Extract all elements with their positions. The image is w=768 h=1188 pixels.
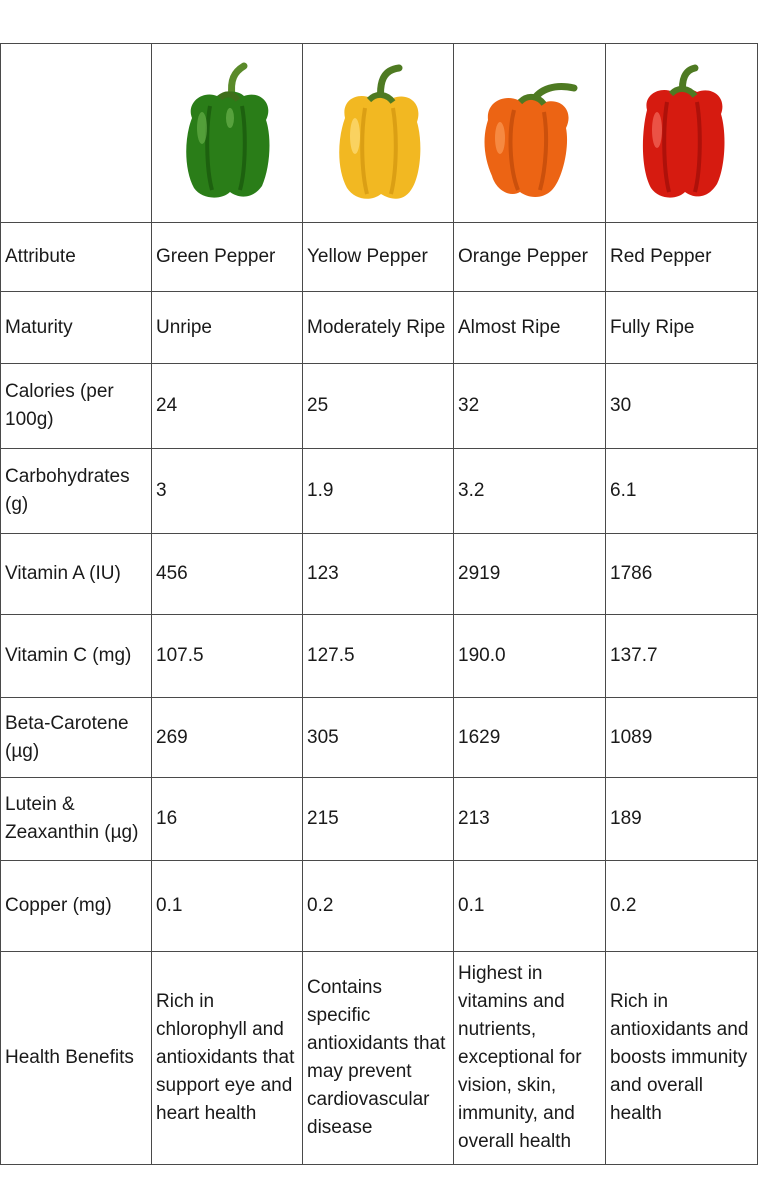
table-cell: 213 [454,778,606,861]
header-cell: Green Pepper [152,223,303,292]
table-cell: 25 [303,364,454,449]
table-cell: Rich in chlorophyll and antioxidants that support eye and heart health [152,952,303,1165]
header-cell: Orange Pepper [454,223,606,292]
table-cell: 3 [152,449,303,534]
table-cell: Unripe [152,292,303,364]
row-label: Maturity [1,292,152,364]
header-cell: Yellow Pepper [303,223,454,292]
row-label: Vitamin A (IU) [1,534,152,615]
row-label: Copper (mg) [1,861,152,952]
table-cell: 137.7 [606,615,758,698]
orange-pepper-image-cell [454,44,606,223]
red-pepper-image [627,58,737,208]
table-row-health-benefits [1,952,758,1165]
row-label: Calories (per 100g) [1,364,152,449]
table-cell: 215 [303,778,454,861]
table-cell: 127.5 [303,615,454,698]
table-row-lutein-zeaxanthin [1,778,758,861]
table-cell: 32 [454,364,606,449]
table-cell: 1629 [454,698,606,778]
row-label: Vitamin C (mg) [1,615,152,698]
table-cell: 6.1 [606,449,758,534]
header-cell: Red Pepper [606,223,758,292]
green-pepper-image-cell [152,44,303,223]
table-row-calories [1,364,758,449]
table-row-vitamin-c [1,615,758,698]
image-row [1,44,758,223]
row-label: Health Benefits [1,952,152,1165]
table-cell: Contains specific antioxidants that may prevent cardiovascular disease [303,952,454,1165]
red-pepper-image-cell [606,44,758,223]
table-cell: 24 [152,364,303,449]
header-cell: Attribute [1,223,152,292]
table-cell: Rich in antioxidants and boosts immunity and overall health [606,952,758,1165]
table-cell: 305 [303,698,454,778]
table-cell: 1089 [606,698,758,778]
yellow-pepper-image [323,58,433,208]
table-row-vitamin-a [1,534,758,615]
table-cell: 123 [303,534,454,615]
table-cell: 0.2 [606,861,758,952]
pepper-comparison-table [0,43,758,1165]
table-cell: Highest in vitamins and nutrients, exceptional for vision, skin, immunity, and overall health [454,952,606,1165]
table-cell: 456 [152,534,303,615]
row-label: Lutein & Zeaxanthin (µg) [1,778,152,861]
table-cell: 269 [152,698,303,778]
yellow-pepper-image-cell [303,44,454,223]
table-cell: 2919 [454,534,606,615]
empty-corner-cell [1,44,152,223]
table-cell: Almost Ripe [454,292,606,364]
table-cell: 0.1 [454,861,606,952]
table-cell: 0.2 [303,861,454,952]
table-cell: 1786 [606,534,758,615]
header-row [1,223,758,292]
table-cell: 16 [152,778,303,861]
pepper-comparison-table-container [0,43,757,1165]
table-cell: 3.2 [454,449,606,534]
table-cell: 190.0 [454,615,606,698]
table-cell: 0.1 [152,861,303,952]
table-row-maturity [1,292,758,364]
row-label: Carbohydrates (g) [1,449,152,534]
orange-pepper-image [470,58,590,208]
table-cell: 30 [606,364,758,449]
table-row-carbohydrates [1,449,758,534]
table-cell: Moderately Ripe [303,292,454,364]
table-row-copper [1,861,758,952]
row-label: Beta-Carotene (µg) [1,698,152,778]
table-cell: 107.5 [152,615,303,698]
green-pepper-image [172,58,282,208]
table-cell: 189 [606,778,758,861]
table-cell: Fully Ripe [606,292,758,364]
table-cell: 1.9 [303,449,454,534]
table-row-beta-carotene [1,698,758,778]
